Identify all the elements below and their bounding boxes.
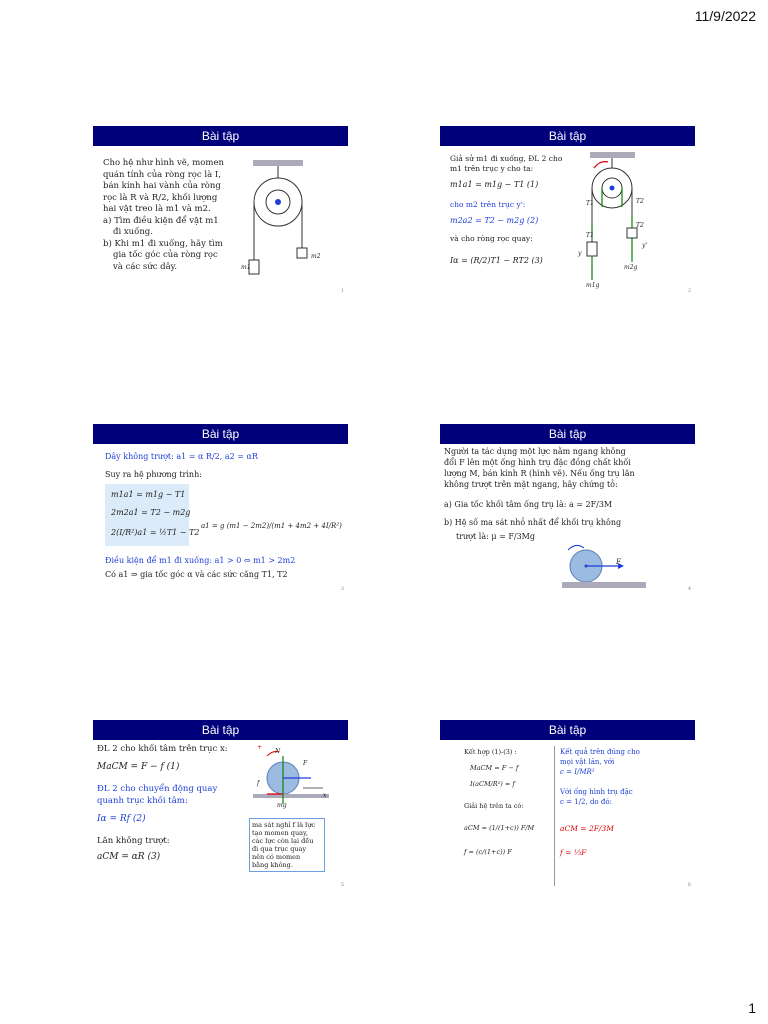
slide-title: Bài tập	[440, 424, 695, 444]
text-line: Suy ra hệ phương trình:	[105, 470, 202, 479]
problem-line: hai vật treo là m1 và m2.	[103, 204, 211, 214]
result-eq: aCM = (1/(1+c)) F/M	[464, 824, 535, 832]
text-line: Điều kiện để m1 đi xuống: a1 > 0 ⇔ m1 > 2m2	[105, 556, 296, 565]
label-f: f	[257, 780, 260, 787]
label-T2: T2	[636, 198, 644, 205]
text-line: Lăn không trượt:	[97, 836, 170, 846]
slide-number: 1	[340, 288, 344, 294]
slide-5	[93, 720, 348, 892]
text-line: Dây không trượt: a1 = α R/2, a2 = αR	[105, 452, 258, 461]
slide-title: Bài tập	[93, 126, 348, 146]
part-b: b) Hệ số ma sát nhỏ nhất để khối trụ không	[444, 518, 622, 527]
problem-line: đổi F lên một ống hình trụ đặc đồng chất khối	[444, 458, 631, 467]
label-m2g: m2g	[624, 264, 638, 271]
problem-line: lượng M, bán kính R (hình vẽ). Nếu ống trụ lăn	[444, 469, 635, 478]
label-m2: m2	[311, 253, 321, 260]
slide-title: Bài tập	[93, 720, 348, 740]
text-line: ĐL 2 cho khối tâm trên trục x:	[97, 744, 228, 754]
equation-2: m2a2 = T2 − m2g (2)	[450, 216, 539, 225]
system-eq: 2m2a1 = T2 − m2g	[111, 508, 191, 517]
label-F: F	[303, 760, 308, 767]
slide-4	[440, 424, 695, 596]
label-T1: T1	[586, 200, 594, 207]
problem-line: Người ta tác dụng một lực nằm ngang không	[444, 447, 626, 456]
note-line: bằng không.	[252, 861, 293, 869]
equation-1: m1a1 = m1g − T1 (1)	[450, 180, 539, 189]
part-b: trượt là: μ = F/3Mg	[456, 532, 535, 541]
slide-6	[440, 720, 695, 892]
slide-title: Bài tập	[93, 424, 348, 444]
note-line: nên có momen	[252, 853, 301, 861]
text-line: Kết hợp (1)-(3) :	[464, 748, 517, 756]
result-eq: f = ⅓F	[560, 848, 587, 857]
label-F: F	[616, 558, 621, 566]
equation-1: MaCM = F − f (1)	[97, 762, 180, 772]
result-equation: a1 = g (m1 − 2m2)/(m1 + 4m2 + 4I/R²)	[201, 522, 342, 530]
text-line: c = I/MR²	[560, 768, 595, 776]
equation-3: aCM = αR (3)	[97, 852, 161, 862]
slide-3	[93, 424, 348, 596]
slide-title: Bài tập	[440, 126, 695, 146]
header-date: 11/9/2022	[694, 8, 756, 24]
text-line: Giải hệ trên ta có:	[464, 802, 524, 810]
label-m1: m1	[241, 264, 251, 271]
label-N: N	[275, 748, 281, 755]
text-line: Kết quả trên đúng cho	[560, 748, 640, 756]
slide-number: 4	[687, 586, 691, 592]
label-y-prime: y'	[642, 242, 648, 249]
text-line: mọi vật lăn, với	[560, 758, 615, 766]
text-line: quanh trục khối tâm:	[97, 796, 188, 806]
result-eq: f = (c/(1+c)) F	[464, 848, 512, 856]
text-line: Có a1 ⇒ gia tốc góc α và các sức căng T1, T2	[105, 570, 288, 579]
note-line: tạo momen quay,	[252, 829, 308, 837]
text-line: Giả sử m1 đi xuống, ĐL 2 cho	[450, 154, 563, 163]
system-eq: m1a1 = m1g − T1	[111, 490, 186, 499]
label-plus: +	[257, 744, 263, 751]
problem-line: không trượt trên mặt ngang, hãy chứng tỏ:	[444, 480, 618, 489]
note-line: ma sát nghỉ f là lực	[252, 821, 316, 829]
slide-number: 6	[687, 882, 691, 888]
equation-2: Iα = Rf (2)	[97, 814, 146, 824]
text-line: ĐL 2 cho chuyển động quay	[97, 784, 218, 794]
problem-line: b) Khi m1 đi xuống, hãy tìm	[103, 238, 223, 249]
slide-1	[93, 126, 348, 298]
free-body-diagram	[253, 748, 333, 808]
pulley-diagram	[243, 160, 323, 290]
label-T2: T2	[636, 222, 644, 229]
problem-line: và các sức dây.	[113, 261, 178, 272]
text-line: Với ống hình trụ đặc	[560, 788, 633, 796]
label-mg: mg	[277, 802, 287, 809]
text-line: cho m2 trên trục y':	[450, 200, 526, 209]
system-eq: MaCM = F − f	[470, 764, 519, 772]
problem-line: đi xuống.	[113, 227, 153, 237]
text-line: và cho ròng rọc quay:	[450, 234, 533, 243]
text-line: c = 1/2, do đó:	[560, 798, 612, 806]
equation-3: Iα = (R/2)T1 − RT2 (3)	[450, 256, 543, 265]
part-a: a) Gia tốc khối tâm ống trụ là: a = 2F/3M	[444, 500, 613, 509]
cylinder-diagram	[562, 544, 652, 594]
slide-number: 2	[687, 288, 691, 294]
label-y: y	[578, 250, 582, 257]
label-T1: T1	[586, 232, 594, 239]
system-eq: I(aCM/R²) = f	[470, 780, 515, 788]
slide-2	[440, 126, 695, 298]
result-eq: aCM = 2F/3M	[560, 824, 614, 833]
page-number: 1	[748, 1000, 756, 1016]
note-box	[249, 818, 325, 872]
problem-line: rọc là R và R/2, khối lượng	[103, 192, 218, 203]
problem-line: gia tốc góc của ròng rọc	[113, 250, 218, 260]
system-eq: 2(I/R²)a1 = ½T1 − T2	[111, 528, 200, 537]
problem-line: Cho hệ như hình vẽ, momen	[103, 158, 224, 168]
slide-number: 3	[340, 586, 344, 592]
problem-line: bán kính hai vành của ròng	[103, 181, 221, 191]
slide-title: Bài tập	[440, 720, 695, 740]
problem-line: a) Tìm điều kiện để vật m1	[103, 215, 219, 226]
slide-number: 5	[340, 882, 344, 888]
text-line: m1 trên trục y cho ta:	[450, 164, 534, 173]
note-line: các lực còn lại đều	[252, 837, 314, 845]
note-line: đi qua trục quay	[252, 845, 307, 853]
column-divider	[554, 746, 555, 886]
pulley-force-diagram	[580, 152, 670, 292]
problem-line: quán tính của ròng rọc là I,	[103, 169, 221, 180]
label-m1g: m1g	[586, 282, 600, 289]
label-x: x	[323, 792, 327, 799]
